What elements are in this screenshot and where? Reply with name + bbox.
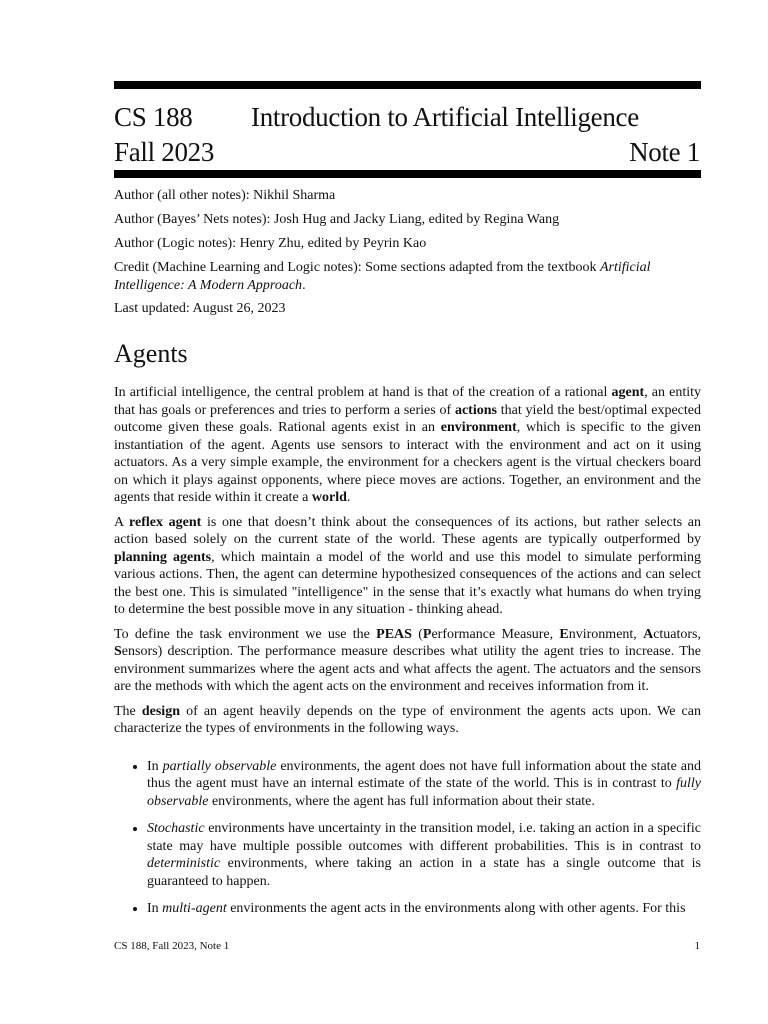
paragraph-reflex-agent [114,514,701,619]
term-fully-observable: fully observable [147,776,701,809]
term-multi-agent: multi-agent [162,901,227,916]
peas-letter-s: S [114,644,122,659]
credit-suffix: . [302,278,306,293]
text-run: is one that doesn’t think about the consequences of its actions, but rather selects an action based solely on the current state of the world. These agents are typically outperformed by [114,514,701,547]
text-run: ctuators, [653,626,702,642]
author-line-all: Author (all other notes): Nikhil Sharma [114,188,336,203]
text-run: of an agent heavily depends on the type of environment the agents acts upon. We can characterize the types of environments in the following ways. [114,703,701,736]
footer-label: CS 188, Fall 2023, Note 1 [114,940,230,952]
text-run: environments, the agent does not have full information about the state and thus the agent must have an internal estimate of the state of the world. This is in contrast to [147,758,701,791]
paragraph-design [114,703,701,738]
credit-book-title: Artificial Intelligence: A Modern Approach [114,260,651,293]
text-run: , an entity that has goals or preferences and tries to perform a series of [114,385,701,418]
term-environment: environment [440,420,517,435]
term: Fall 2023 [114,137,215,167]
term-partially-observable: partially observable [162,758,277,774]
term-stochastic: Stochastic [147,821,205,836]
text-run: environments the agent acts in the environments along with other agents. For this [226,901,686,916]
term-design: design [141,703,180,719]
text-run: In artificial intelligence, the central problem at hand is that of the creation of a rational [114,385,612,400]
peas-letter-e: E [559,626,569,642]
term-planning-agents: planning agents [114,549,212,565]
environment-types-list [114,758,701,918]
list-item-stochastic [147,820,701,890]
last-updated: Last updated: August 26, 2023 [114,301,286,316]
peas-letter-a: A [643,626,654,642]
text-run: . [346,490,351,505]
text-run: ( [411,626,423,642]
paragraph-agents [114,384,701,507]
text-run: , which is specific to the given instantiation of the agent. Agents use sensors to interact with the environment and act on it using actuators. As a very simple example, the environment for a checkers agent is the virtual checkers board on which it plays against opponents, where piece moves are actions. Together, an environment and the agents that reside within it create a [114,420,702,505]
text-run: that yield the best/optimal expected outcome given these goals. Rational agents exist in an [114,402,701,435]
header-rule-top [114,81,701,89]
document-title: Introduction to Artificial Intelligence [251,102,639,132]
credit-prefix: Credit (Machine Learning and Logic notes): Some sections adapted from the textbook [114,260,600,275]
list-item-partially-observable [147,758,701,811]
text-run: To define the task environment we use the [114,626,377,642]
text-run: The [114,703,142,719]
text-run: erformance Measure, [431,626,560,642]
list-item-multi-agent [147,900,701,918]
term-reflex-agent: reflex agent [129,514,202,530]
course-code: CS 188 [114,102,193,132]
paragraph-peas [114,626,701,696]
section-body [114,384,701,928]
peas-letter-p: P [422,626,432,642]
term-deterministic: deterministic [147,856,221,871]
term-actions: actions [454,402,497,418]
text-run: In [147,758,163,774]
header-rule-bottom [114,170,701,178]
text-run: A [114,514,130,530]
text-run: , which maintain a model of the world and use this model to simulate performing various actions. Then, the agent can determine hypothesized consequences of the actions and can select the best one. This is simulated "intelligence" in the sense that it’s exactly what humans do when trying to determine the best possible move in any situation - thinking ahead. [114,549,701,617]
term-agent: agent [611,385,645,400]
text-run: environments have uncertainty in the transition model, i.e. taking an action in a specific state may have multiple possible outcomes with different probabilities. This is in contrast to [147,821,701,854]
text-run: environments, where taking an action in a state has a single outcome that is guaranteed to happen. [147,856,701,889]
author-line-logic: Author (Logic notes): Henry Zhu, edited by Peyrin Kao [114,236,427,251]
note-number: Note 1 [629,137,700,167]
text-run: nvironment, [568,626,644,642]
term-peas: PEAS [376,626,412,642]
text-run: In [147,901,163,916]
credit-line [114,259,704,295]
section-heading: Agents [114,339,188,368]
author-line-bayes: Author (Bayes’ Nets notes): Josh Hug and Jacky Liang, edited by Regina Wang [114,212,560,227]
text-run: environments, where the agent has full information about their state. [208,793,595,809]
page-number: 1 [694,940,700,952]
term-world: world [311,490,347,505]
text-run: ensors) description. The performance measure describes what utility the agent tries to increase. The environment summarizes where the agent acts and what affects the agent. The actuators and the sensors are the methods with which the agent acts on the environment and receives information from it. [114,644,701,694]
